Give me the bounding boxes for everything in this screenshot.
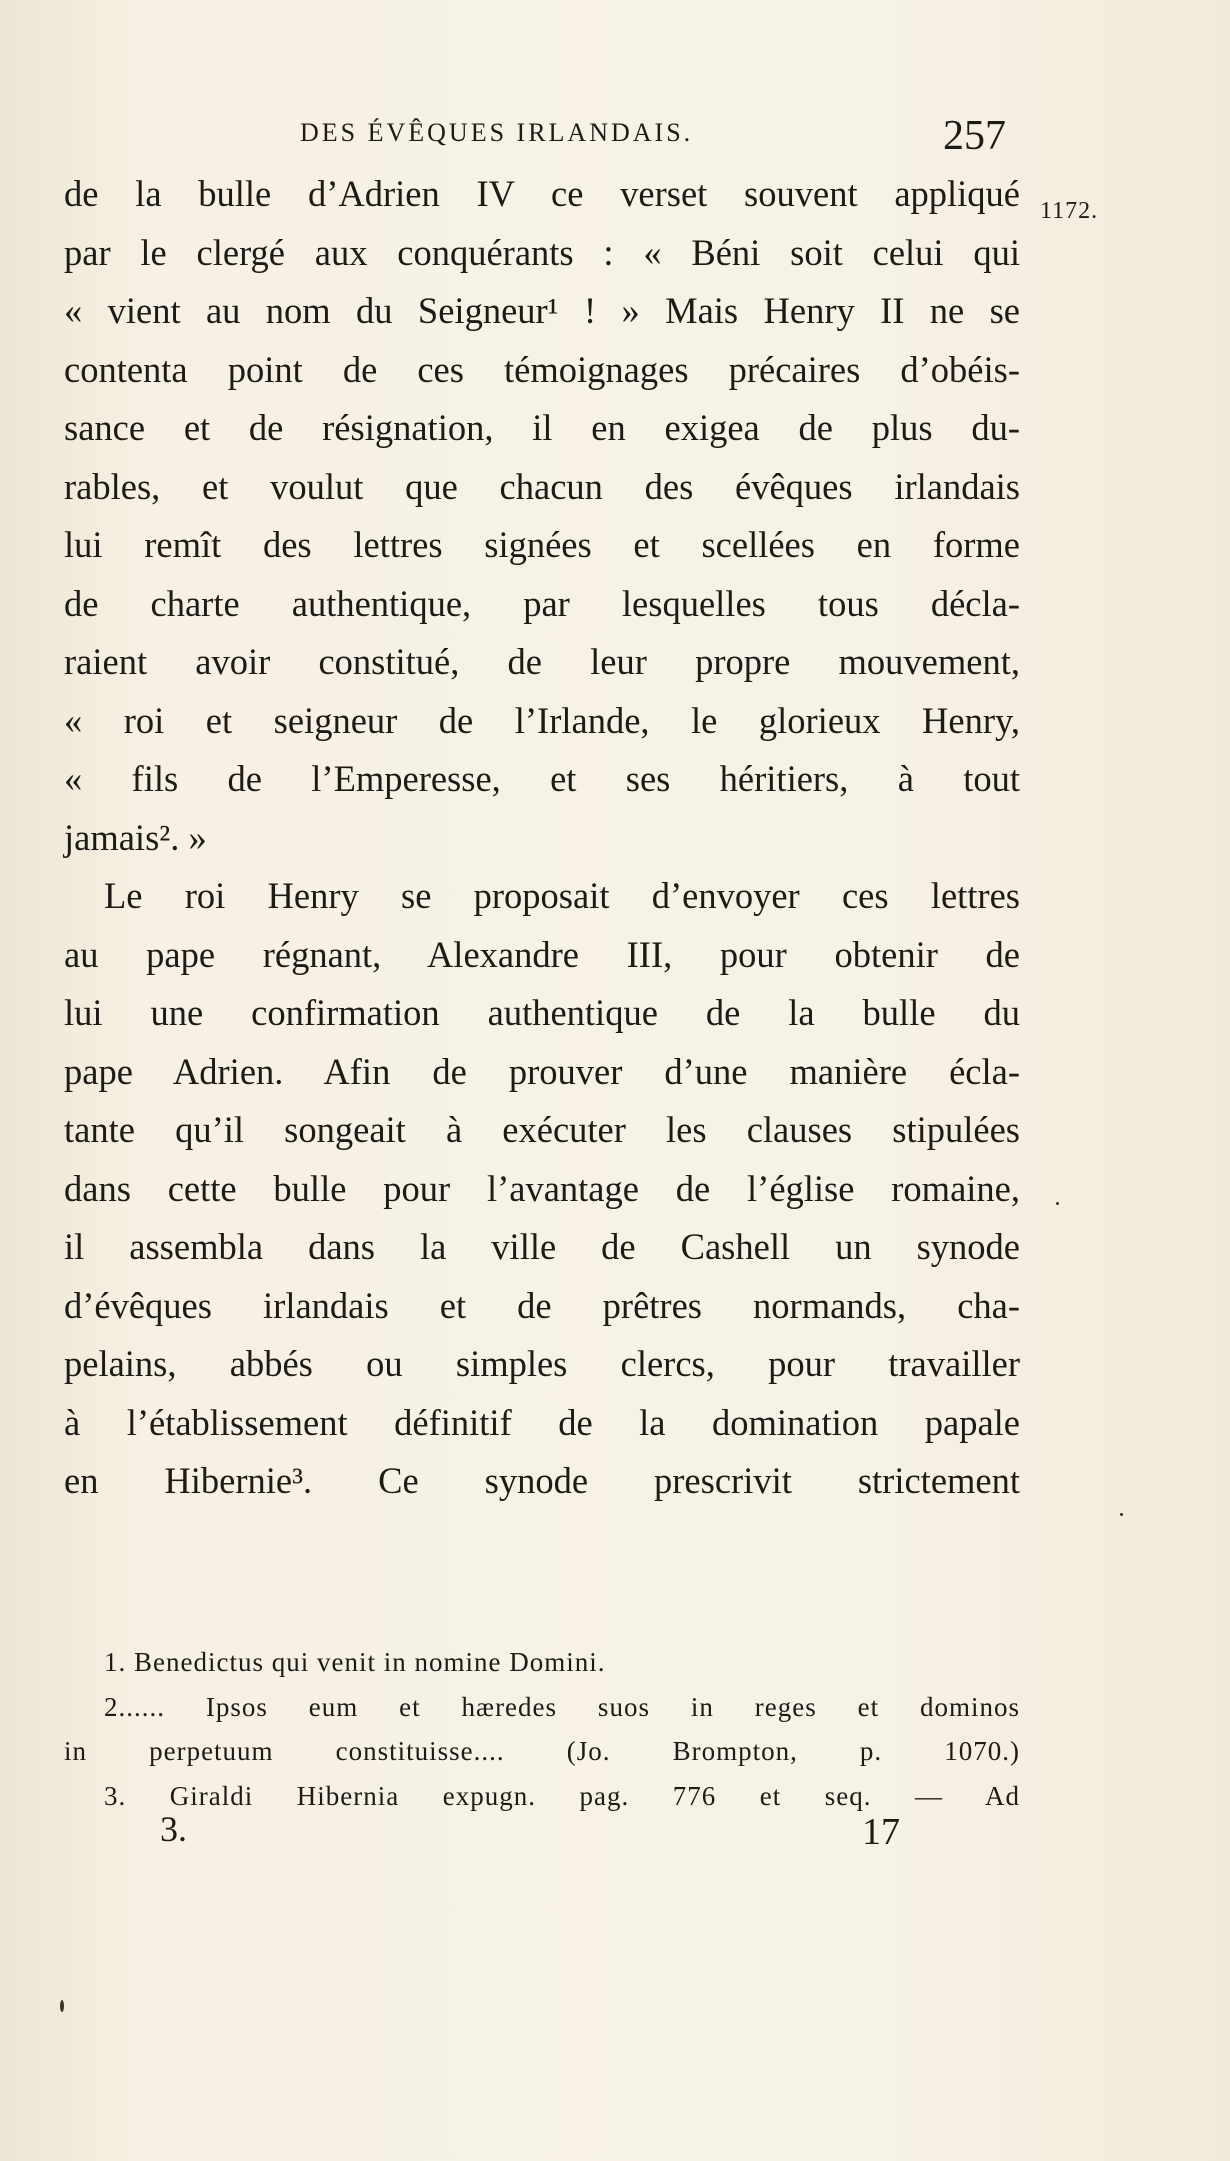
footnotes [64, 1640, 1020, 1818]
footnote-2-continued: in perpetuum constituisse.... (Jo. Brompton, p. 1070.) [64, 1736, 1020, 1766]
body-line: tante qu’il songeait à exécuter les clauses stipulées [64, 1109, 1020, 1150]
body-line: jamais². » [64, 816, 207, 858]
footnote-2: 2...... Ipsos eum et hæredes suos in reges et dominos [104, 1691, 1020, 1722]
footnote-3: 3. Giraldi Hibernia expugn. pag. 776 et seq. — Ad [104, 1780, 1020, 1811]
body-line: « roi et seigneur de l’Irlande, le glorieux Henry, [64, 699, 1020, 741]
paragraph-start-line: Le roi Henry se proposait d’envoyer ces lettres [104, 875, 1020, 916]
body-line: rables, et voulut que chacun des évêques irlandais [64, 465, 1020, 507]
body-line: de la bulle d’Adrien IV ce verset souvent appliqué [64, 173, 1020, 214]
body-line: pape Adrien. Afin de prouver d’une manière écla- [64, 1050, 1020, 1092]
footnote-1: 1. Benedictus qui venit in nomine Domini. [104, 1647, 606, 1677]
signature-mark: 3. [160, 1809, 187, 1849]
body-line: contenta point de ces témoignages précaires d’obéis- [64, 348, 1020, 390]
body-line: lui une confirmation authentique de la bulle du [64, 992, 1020, 1033]
body-text [64, 165, 1020, 1511]
body-line: d’évêques irlandais et de prêtres normands, cha- [64, 1284, 1020, 1326]
ink-speck [60, 2000, 64, 2012]
body-line: pelains, abbés ou simples clercs, pour travailler [64, 1343, 1020, 1384]
body-line: dans cette bulle pour l’avantage de l’église romaine, [64, 1167, 1020, 1209]
page-number: 257 [943, 113, 1006, 159]
body-line: de charte authentique, par lesquelles tous décla- [64, 582, 1020, 624]
ink-speck [1120, 1513, 1123, 1516]
running-title: DES ÉVÊQUES IRLANDAIS. [300, 118, 694, 147]
margin-year-note: 1172. [1040, 198, 1099, 224]
body-line: par le clergé aux conquérants : « Béni soit celui qui [64, 231, 1020, 273]
ink-speck [1056, 1202, 1059, 1205]
body-line: raient avoir constitué, de leur propre mouvement, [64, 641, 1020, 682]
body-line: au pape régnant, Alexandre III, pour obtenir de [64, 933, 1020, 975]
body-line: en Hibernie³. Ce synode prescrivit strictement [64, 1460, 1020, 1501]
body-line: à l’établissement définitif de la domination papale [64, 1401, 1020, 1443]
body-line: « vient au nom du Seigneur¹ ! » Mais Henry II ne se [64, 290, 1020, 331]
body-line: lui remît des lettres signées et scellées en forme [64, 524, 1020, 565]
body-line: sance et de résignation, il en exigea de plus du- [64, 407, 1020, 448]
body-line: il assembla dans la ville de Cashell un synode [64, 1226, 1020, 1267]
sheet-number: 17 [862, 1811, 900, 1853]
body-line: « fils de l’Emperesse, et ses héritiers, à tout [64, 758, 1020, 799]
